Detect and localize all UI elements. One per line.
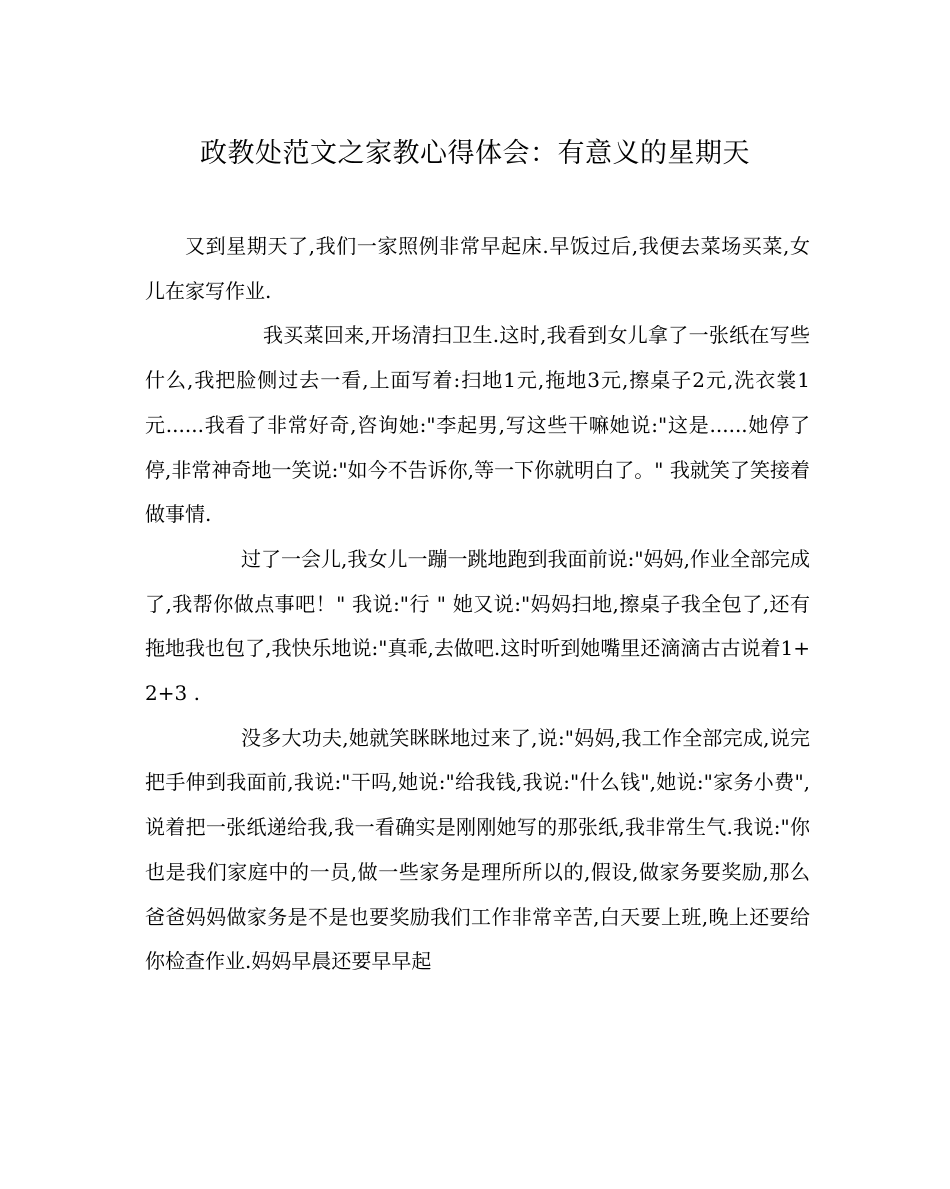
paragraph-1: 又到星期天了,我们一家照例非常早起床.早饭过后,我便去菜场买菜,女儿在家写作业.: [145, 234, 810, 303]
paragraph-3: 过了一会儿,我女儿一蹦一跳地跑到我面前说:"妈妈,作业全部完成了,我帮你做点事吧！" 我说:"行 " 她又说:"妈妈扫地,擦桌子我全包了,还有拖地我也包了,我快乐地说:"真乖,去做吧.这时听到她嘴里还滴滴古古说着1+2+3 .: [145, 546, 810, 706]
paragraph-4: 没多大功夫,她就笑眯眯地过来了,说:"妈妈,我工作全部完成,说完把手伸到我面前,我说:"干吗,她说:"给我钱,我说:"什么钱",她说:"家务小费",说着把一张纸递给我,我一看确实是刚刚她写的那张纸,我非常生气.我说:"你也是我们家庭中的一员,做一些家务是理所所以的,假设,做家务要奖励,那么爸爸妈妈做家务是不是也要奖励我们工作非常辛苦,白天要上班,晚上还要给你检查作业.妈妈早晨还要早早起: [145, 725, 810, 974]
document-body: [145, 224, 810, 984]
paragraph-2: 我买菜回来,开场清扫卫生.这时,我看到女儿拿了一张纸在写些什么,我把脸侧过去一看,上面写着:扫地1元,拖地3元,擦桌子2元,洗衣裳1元......我看了非常好奇,咨询她:"李起男,写这些干嘛她说:"这是......她停了停,非常神奇地一笑说:"如今不告诉你,等一下你就明白了。" 我就笑了笑接着做事情.: [145, 323, 810, 527]
document-title: 政教处范文之家教心得体会：有意义的星期天: [200, 138, 750, 169]
